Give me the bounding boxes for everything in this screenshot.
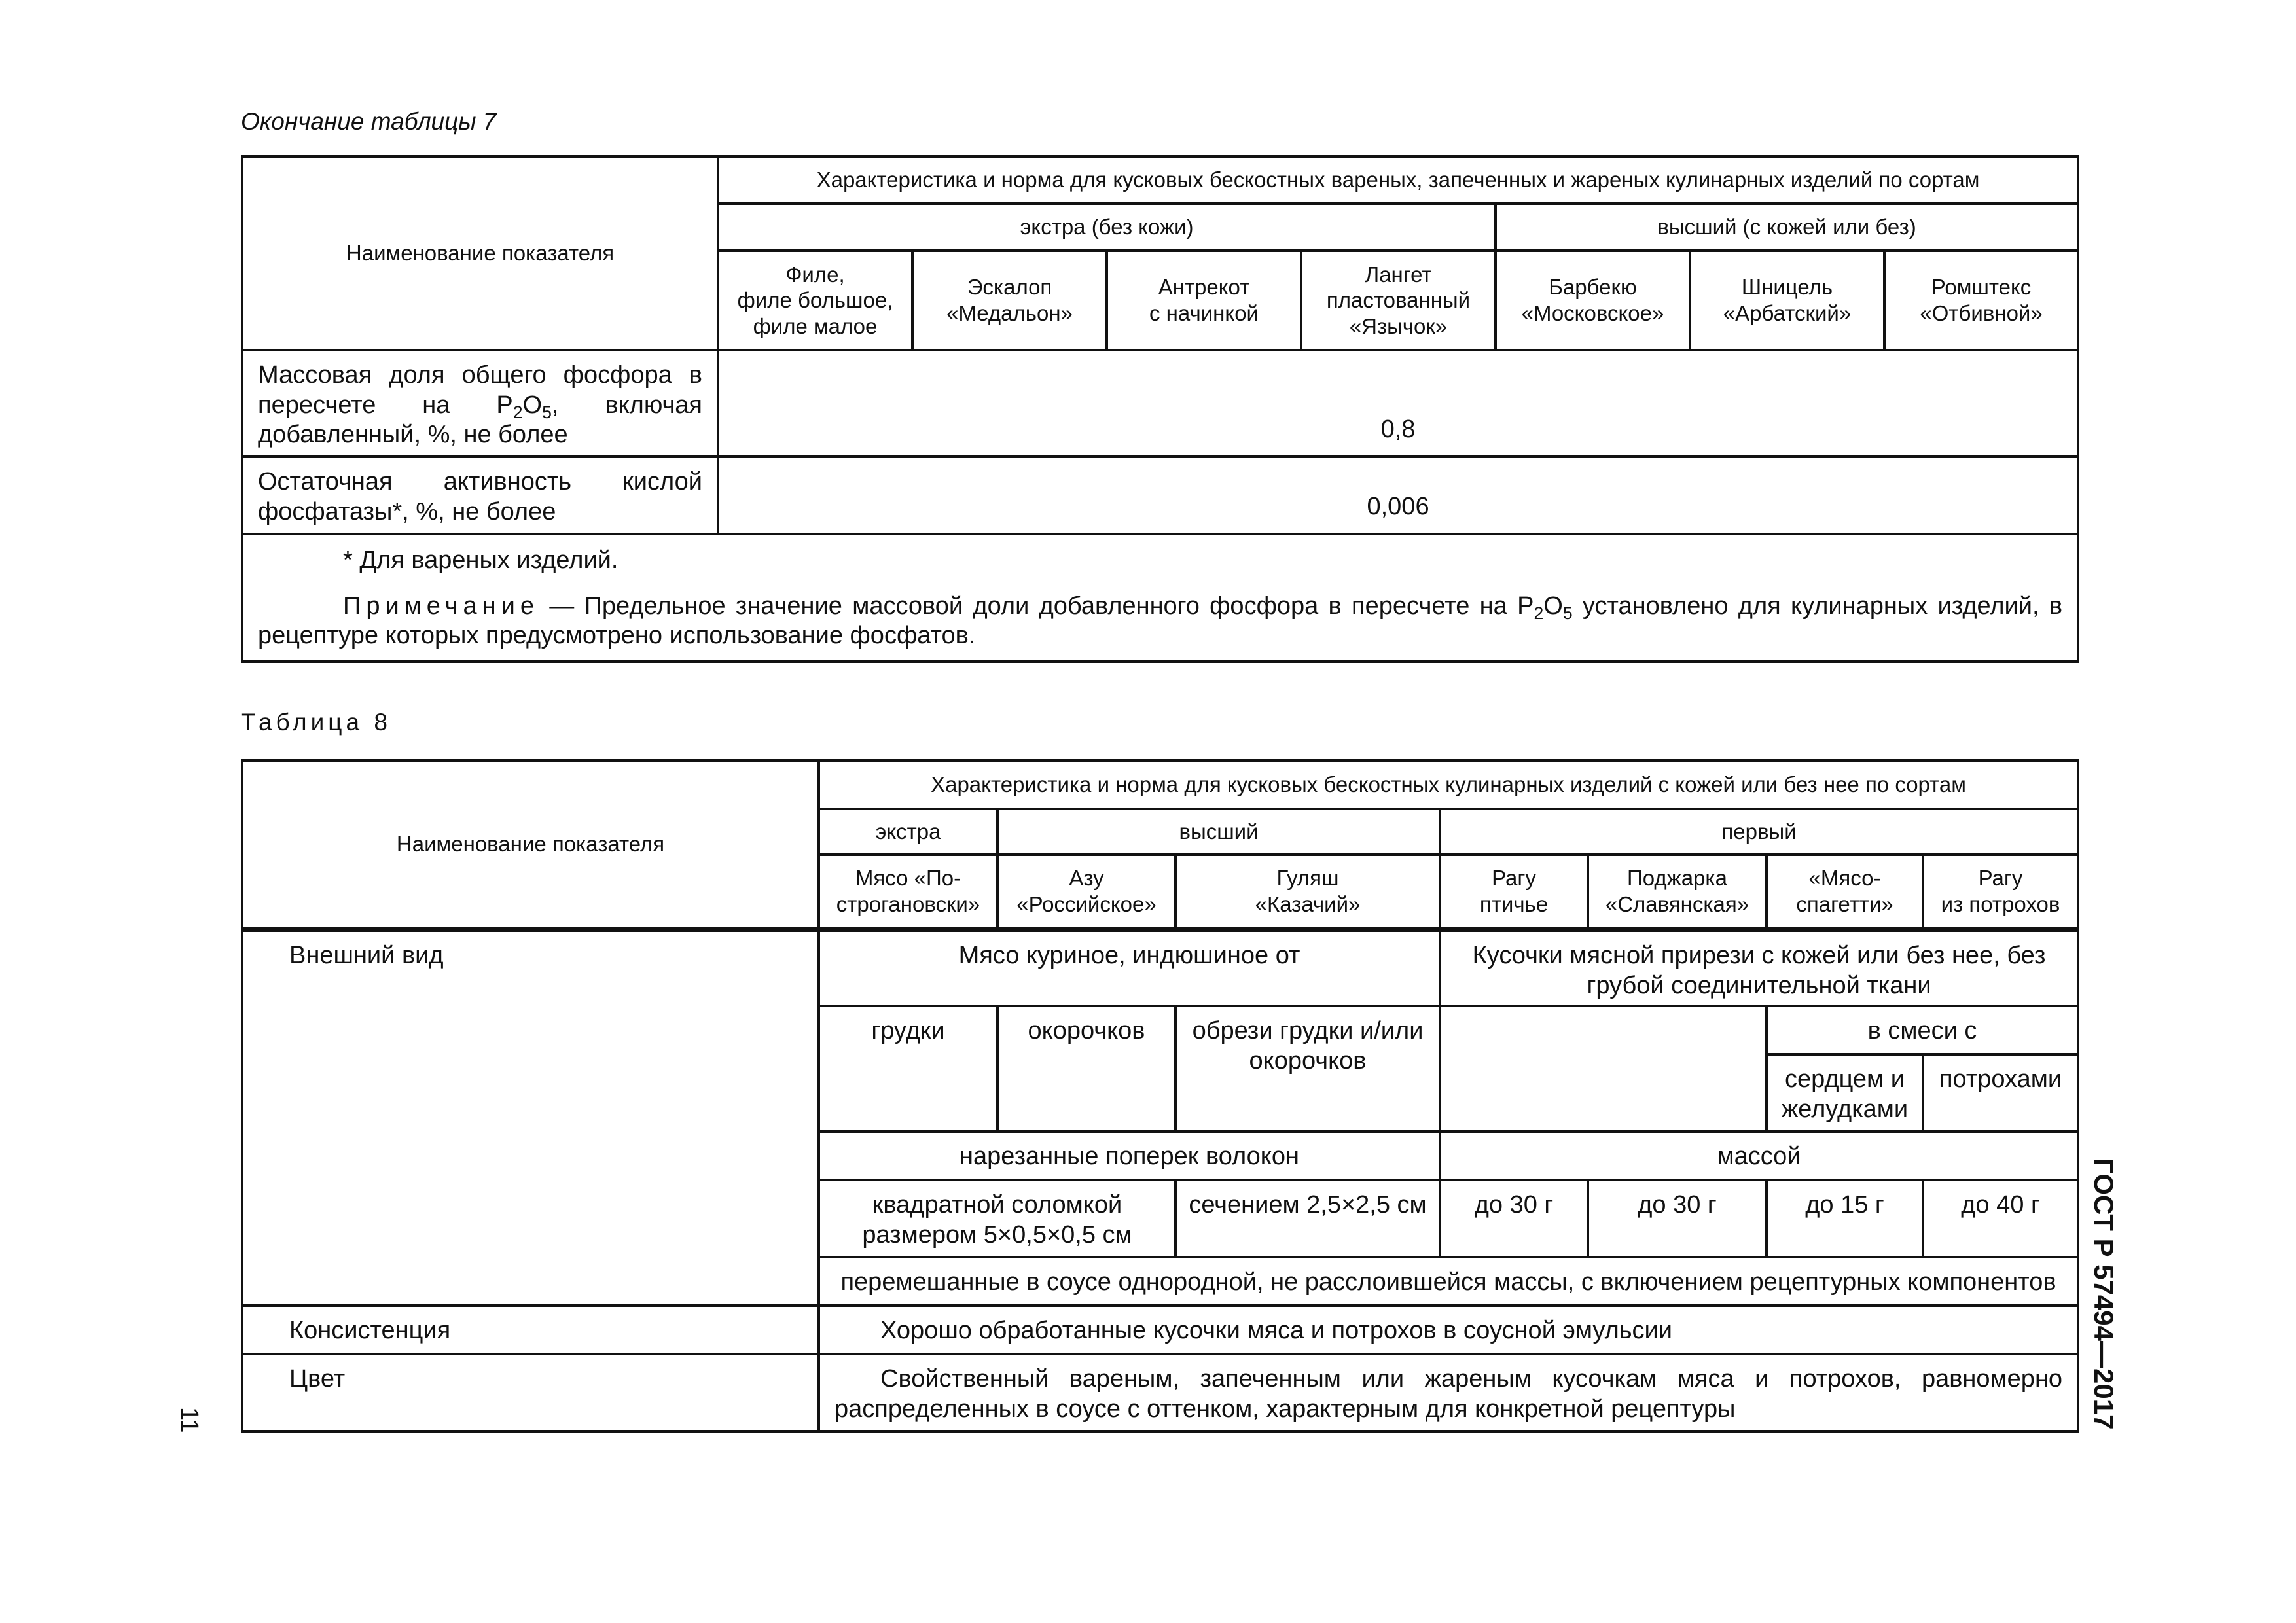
table8-caption: Таблица 8 (241, 709, 391, 736)
t7-product-fillet: Филе, филе большое, филе малое (718, 251, 912, 350)
t7-group-header: Характеристика и норма для кусковых бескостных вареных, запеченных и жареных кулинарных изделий по сортам (718, 156, 2078, 204)
t7-footnotes (242, 534, 2078, 662)
page-number: 11 (175, 1407, 203, 1433)
t7-product-schnitzel: Шницель «Арбатский» (1690, 251, 1884, 350)
t7-grade-extra: экстра (без кожи) (718, 204, 1496, 251)
t8-appearance-label: Внешний вид (242, 929, 819, 1306)
t8-hearts: сердцем и желудками (1767, 1054, 1923, 1132)
t8-product-slavic-roast: Поджарка «Славянская» (1588, 855, 1767, 929)
t8-product-stroganoff: Мясо «По- строгановски» (819, 855, 997, 929)
t8-weight-2: до 30 г (1588, 1180, 1767, 1257)
t8-header-indicator: Наименование показателя (242, 760, 819, 929)
t8-color-label: Цвет (242, 1354, 819, 1431)
t8-consistency-value: Хорошо обработанные кусочки мяса и потрохов в соусной эмульсии (819, 1306, 2078, 1354)
table-7 (241, 155, 2079, 663)
t8-weight-4: до 40 г (1923, 1180, 2078, 1257)
t8-grade-first: первый (1440, 809, 2078, 855)
t7-grade-highest: высший (с кожей или без) (1496, 204, 2078, 251)
t8-group-header: Характеристика и норма для кусковых бескостных кулинарных изделий с кожей или без нее по сортам (819, 760, 2078, 809)
t8-product-azu: Азу «Российское» (997, 855, 1175, 929)
t7-footnote: * Для вареных изделий. (343, 546, 619, 574)
t8-meat-header: Мясо куриное, индюшиное от (819, 929, 1440, 1006)
t8-grade-highest: высший (997, 809, 1440, 855)
t8-offal: потрохами (1923, 1054, 2078, 1132)
t8-mixed: в смеси с (1767, 1006, 2078, 1054)
t7-row-phosphatase-value: 0,006 (718, 457, 2078, 534)
t8-weight-1: до 30 г (1440, 1180, 1588, 1257)
t7-product-entrecote: Антрекот с начинкой (1107, 251, 1301, 350)
t8-product-goulash: Гуляш «Казачий» (1175, 855, 1440, 929)
t8-cut-across: нарезанные поперек волокон (819, 1132, 1440, 1180)
table-8 (241, 759, 2079, 1433)
t7-note-label: Примечание (343, 592, 539, 620)
t8-trim: обрези грудки и/или окорочков (1175, 1006, 1440, 1132)
table7-caption: Окончание таблицы 7 (241, 108, 497, 135)
t7-product-barbecue: Барбекю «Московское» (1496, 251, 1690, 350)
t7-product-langet: Лангет пластованный «Язычок» (1301, 251, 1496, 350)
t8-grade-extra: экстра (819, 809, 997, 855)
standard-designation: ГОСТ Р 57494—2017 (2089, 1158, 2119, 1430)
t7-product-escalope: Эскалоп «Медальон» (912, 251, 1107, 350)
t8-breast: грудки (819, 1006, 997, 1132)
t8-color-value: Свойственный вареным, запеченным или жареным кусочкам мяса и потрохов, равномерно распределенных в соусе с оттенком, характерным для конкретной рецептуры (819, 1354, 2078, 1431)
t8-product-offal-ragout: Рагу из потрохов (1923, 855, 2078, 929)
t7-row-phosphorus-label: Массовая доля общего фосфора в пересчете на $P_2O_5$, включая добавленный, %, не более (242, 350, 718, 457)
t7-product-rumpsteak: Ромштекс «Отбивной» (1884, 251, 2078, 350)
t8-weight-3: до 15 г (1767, 1180, 1923, 1257)
t7-row-phosphorus-value: 0,8 (718, 350, 2078, 457)
t8-weight: массой (1440, 1132, 2078, 1180)
t8-product-meat-spaghetti: «Мясо- спагетти» (1767, 855, 1923, 929)
t8-strips: квадратной соломкой размером 5×0,5×0,5 см (819, 1180, 1175, 1257)
t8-section: сечением 2,5×2,5 см (1175, 1180, 1440, 1257)
t8-pieces-header: Кусочки мясной прирези с кожей или без нее, без грубой соединительной ткани (1440, 929, 2078, 1006)
t7-row-phosphatase-label: Остаточная активность кислой фосфатазы*, %, не более (242, 457, 718, 534)
t8-mixed-sauce: перемешанные в соусе однородной, не расслоившейся массы, с включением рецептурных компонентов (819, 1257, 2078, 1306)
t7-note: Примечание — Предельное значение массовой доли добавленного фосфора в пересчете на $P_2O_5$ установлено для кулинарных изделий, в рецептуре которых предусмотрено использование фосфатов. (258, 592, 2063, 650)
t8-product-poultry-ragout: Рагу птичье (1440, 855, 1588, 929)
t7-header-indicator: Наименование показателя (242, 156, 718, 350)
t8-consistency-label: Консистенция (242, 1306, 819, 1354)
t8-legs: окорочков (997, 1006, 1175, 1132)
t8-empty-cell (1440, 1006, 1767, 1132)
